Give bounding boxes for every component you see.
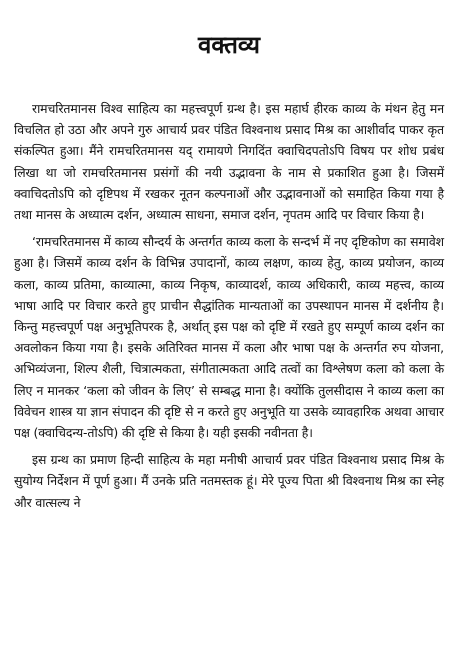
body-paragraph-1: रामचरितमानस विश्व साहित्य का महत्त्वपूर्ण ग्रन्थ है। इस महार्घ हीरक काव्य के मंथन हेतु मन विचलित हो उठा और अपने गुरु आचार्य प्रवर पंडित विश्वनाथ प्रसाद मिश्र का आशीर्वाद पाकर कृत संकल्पित हुआ। मैंने रामचरितमानस यद् रामायणे निगदिंत क्वाचिदपतोऽपि विषय पर शोध प्रबंध लिखा था जो रामचरितमानस प्रसंगों की नयी उद्भावना के नाम से प्रकाशित हुआ है। जिसमें क्वाचिदतोऽपि को दृष्टिपथ में रखकर नूतन कल्पनाओं और उद्भावनाओं को समाहित किया गया है तथा मानस के अध्यात्म दर्शन, अध्यात्म साधना, समाज दर्शन, नृपतम आदि पर विचार किया है। (14, 101, 444, 223)
body-paragraph-3: इस ग्रन्थ का प्रमाण हिन्दी साहित्य के महा मनीषी आचार्य प्रवर पंडित विश्वनाथ प्रसाद मिश्र के सुयोग्य निर्देशन में पूर्ण हुआ। मैं उनके प्रति नतमस्तक हूं। मेरे पूज्य पिता श्री विश्वनाथ मिश्र का स्नेह और वात्सल्य ने (14, 452, 444, 510)
page-title: वक्तव्य (197, 31, 261, 59)
body-paragraph-2: ‘रामचरितमानस में काव्य सौन्दर्य के अन्तर्गत काव्य कला के सन्दर्भ में नए दृष्टिकोण का समावेश हुआ है। जिसमें काव्य दर्शन के विभिन्न उपादानों, काव्य लक्षण, काव्य हेतु, काव्य प्रयोजन, काव्य कला, काव्य प्रतिमा, काव्यात्मा, काव्य निकृष, काव्यादर्श, काव्य अधिकारी, काव्य महत्त्व, काव्य भाषा आदि पर विचार करते हुए प्राचीन सैद्धांतिक मान्यताओं का उपस्थापन मानस में दर्शनीय है। किन्तु महत्त्वपूर्ण पक्ष अनुभूतिपरक है, अर्थात् इस पक्ष को दृष्टि में रखते हुए सम्पूर्ण काव्य दर्शन का अवलोकन किया गया है। इसके अतिरिक्त मानस में कला और भाषा पक्ष के अन्तर्गत रुप योजना, अभिव्यंजना, शिल्प शैली, चित्रात्मकता, संगीतात्मकता आदि तत्वों का विश्लेषण कला को कला के लिए न मानकर ‘कला को जीवन के लिए’ से सम्बद्ध माना है। क्योंकि तुलसीदास ने काव्य कला का विवेचन शास्त्र या ज्ञान संपादन की दृष्टि से न करते हुए अनुभूति या उसके व्यावहारिक अथवा आचार पक्ष (क्वाचिदन्य-तोऽपि) की दृष्टि से किया है। यही इसकी नवीनता है। (14, 234, 444, 441)
